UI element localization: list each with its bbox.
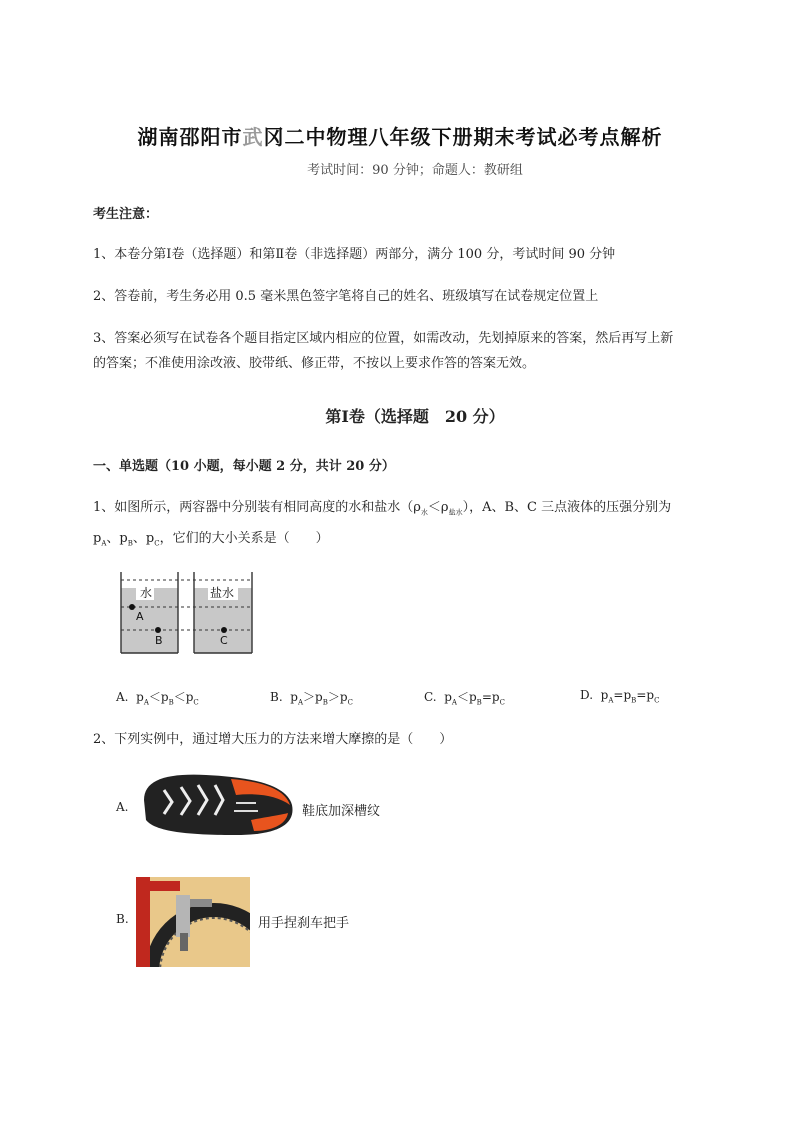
option-c[interactable]: C. $p_A<p_B=p_C$ [424, 690, 505, 707]
q2-option-b-letter[interactable]: B. [116, 912, 129, 926]
option-a[interactable]: A. $p_A<p_B<p_C$ [116, 690, 199, 707]
container-figure [116, 568, 266, 658]
red-frame-top [150, 881, 180, 891]
point-c-dot [221, 627, 227, 633]
q2-option-a-letter[interactable]: A. [116, 800, 129, 814]
option-b[interactable]: B. $p_A>p_B>p_C$ [270, 690, 353, 707]
question-2-stem: 2、下列实例中，通过增大压力的方法来增大摩擦的是（ ） [93, 732, 453, 747]
brake-pad [180, 933, 188, 951]
notice-item-1: 1、本卷分第Ⅰ卷（选择题）和第Ⅱ卷（非选择题）两部分，满分 100 分，考试时间 90 分钟 [93, 247, 616, 262]
red-frame-left [136, 877, 150, 967]
notice-item-2: 2、答卷前，考生务必用 0.5 毫米黑色签字笔将自己的姓名、班级填写在试卷规定位置上 [93, 289, 599, 304]
section-title: 第Ⅰ卷（选择题 20 分） [325, 407, 505, 426]
part-heading: 一、单选题（10 小题，每小题 2 分，共计 20 分） [93, 459, 395, 474]
brake-arm [190, 899, 212, 907]
saltwater-label: 盐水 [210, 586, 235, 600]
point-c-label: C [220, 634, 228, 647]
q2-option-b-text: 用手捏刹车把手 [258, 916, 350, 931]
notice-heading: 考生注意： [93, 207, 159, 222]
notice-item-3: 3、答案必须写在试卷各个题目指定区域内相应的位置，如需改动，先划掉原来的答案，然后再写上新 的答案；不准使用涂改液、胶带纸、修正带，不按以上要求作答的答案无效。 [93, 331, 674, 371]
option-d[interactable]: D. $p_A=p_B=p_C$ [580, 688, 660, 705]
point-a-label: A [136, 610, 144, 623]
bike-brake-image [136, 877, 250, 967]
exam-info: 考试时间：90 分钟；命题人：教研组 [307, 163, 523, 178]
question-1-stem: 1、如图所示，两容器中分别装有相同高度的水和盐水$(\rho_水<\rho_{盐水})$，A、B、C 三点液体的压强分别为 $p_A$、$p_B$、$p_C$，它们的大小关系是（ ） [93, 500, 672, 548]
q2-option-a-text: 鞋底加深槽纹 [302, 804, 381, 819]
water-label: 水 [140, 586, 153, 600]
point-b-dot [155, 627, 161, 633]
shoe-sole-image [136, 765, 296, 840]
point-b-label: B [155, 634, 163, 647]
point-a-dot [129, 604, 135, 610]
page-title: 湖南邵阳市武冈二中物理八年级下册期末考试必考点解析 [137, 125, 663, 149]
brake-caliper [176, 895, 190, 937]
